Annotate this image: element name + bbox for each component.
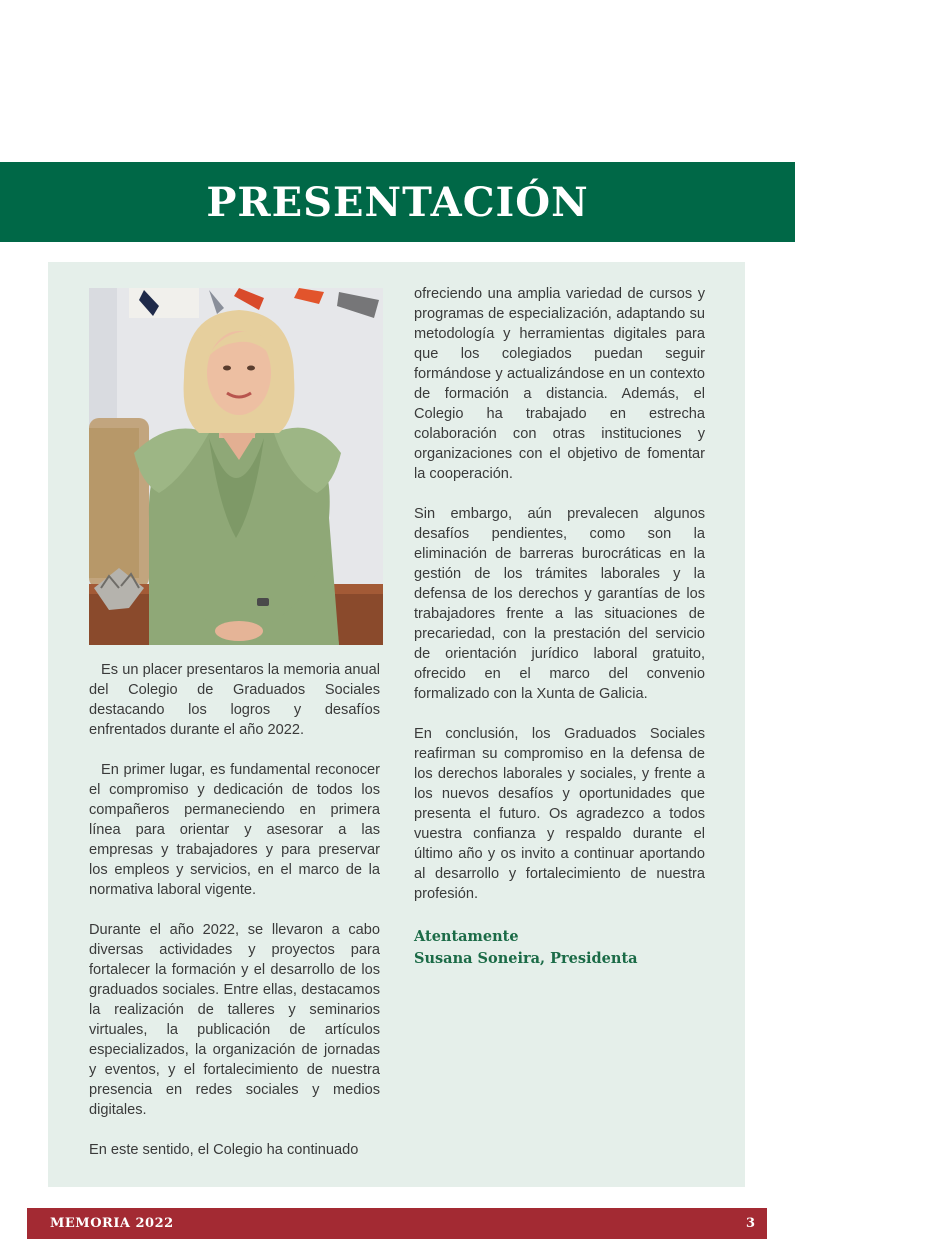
title-band <box>0 162 795 242</box>
page-title: PRESENTACIÓN <box>206 178 589 226</box>
closing-text: Atentamente <box>414 928 519 945</box>
signatory-name: Susana Soneira, Presidenta <box>414 950 638 967</box>
body-paragraph: En conclusión, los Graduados Sociales reafirman su compromiso en la defensa de los derechos laborales y sociales, y frente a los nuevos desafíos y oportunidades que presenta el futuro. Os agradezco a todos vuestra confianza y respaldo durante el último año y os invito a continuar aportando al desarrollo y fortalecimiento de nuestra profesión. <box>414 726 705 902</box>
footer-label: MEMORIA 2022 <box>50 1216 174 1231</box>
signature-block <box>414 926 705 970</box>
intro-paragraph: Es un placer presentaros la memoria anual del Colegio de Graduados Sociales destacando los logros y desafíos enfrentados durante el año 2022. <box>89 662 380 738</box>
body-paragraph: ofreciendo una amplia variedad de cursos y programas de especialización, adaptando su metodología y herramientas digitales para que los colegiados puedan seguir formándose y actualizándose en un contexto de formación a distancia. Además, el Colegio ha trabajado en estrecha colaboración con otras instituciones y organizaciones con el objetivo de fomentar la cooperación. <box>414 286 705 482</box>
body-paragraph: Durante el año 2022, se llevaron a cabo diversas actividades y proyectos para fortalecer la formación y el desarrollo de los graduados sociales. Entre ellas, destacamos la realización de talleres y seminarios virtuales, la publicación de artículos especializados, la organización de jornadas y eventos, y el fortalecimiento de nuestra presencia en redes sociales y medios digitales. <box>89 922 380 1118</box>
body-paragraph: Sin embargo, aún prevalecen algunos desafíos pendientes, como son la eliminación de barreras burocráticas en la gestión de los trámites laborales y la defensa de los derechos y garantías de los trabajadores frente a las situaciones de precariedad, con la prestación del servicio de orientación jurídico laboral gratuito, ofrecido en el marco del convenio formalizado con la Xunta de Galicia. <box>414 506 705 702</box>
portrait-photo <box>89 288 383 645</box>
right-text-column <box>414 284 705 970</box>
body-paragraph: En primer lugar, es fundamental reconocer el compromiso y dedicación de todos los compañeros permaneciendo en primera línea para orientar y asesorar a las empresas y trabajadores y para preservar los empleos y servicios, en el marco de la normativa laboral vigente. <box>89 762 380 898</box>
body-paragraph: En este sentido, el Colegio ha continuado <box>89 1142 359 1158</box>
footer-band <box>27 1208 767 1239</box>
page-number: 3 <box>745 1216 755 1231</box>
left-text-column <box>89 660 380 1180</box>
